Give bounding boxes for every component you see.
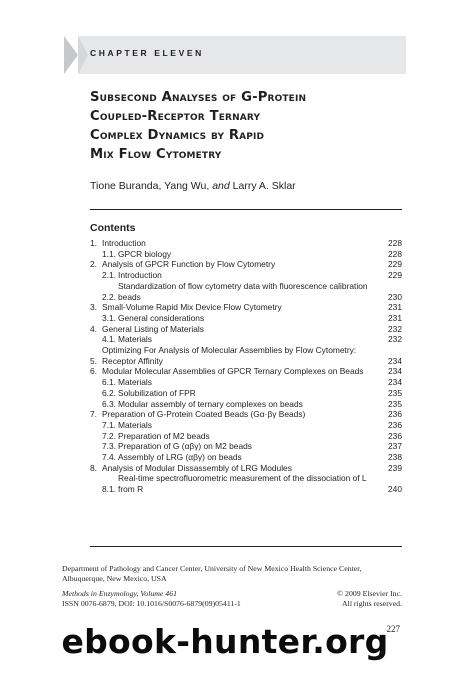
toc-entry-number: 6.1. <box>102 377 116 388</box>
toc-entry <box>90 259 402 270</box>
toc-entry <box>90 388 402 399</box>
publication-meta <box>62 589 402 608</box>
toc-entry-page: 231 <box>388 302 402 313</box>
toc-entry <box>90 409 402 420</box>
copyright: © 2009 Elsevier Inc. <box>337 589 402 598</box>
toc-entry-page: 236 <box>388 409 402 420</box>
toc-entry-page: 237 <box>388 441 402 452</box>
author-names: Tione Buranda, Yang Wu, <box>90 180 213 192</box>
toc-entry-title: Analysis of GPCR Function by Flow Cytometry <box>102 259 276 270</box>
toc-entry-number: 2. <box>90 259 97 270</box>
toc-entry-page: 229 <box>388 270 402 281</box>
author-last: Larry A. Sklar <box>229 180 296 192</box>
toc-entry-title: Modular assembly of ternary complexes on beads <box>118 398 303 409</box>
toc-entry-title: Introduction <box>102 238 146 248</box>
toc-entry-number: 6. <box>90 366 97 377</box>
toc-entry-page: 234 <box>388 366 402 377</box>
journal-name: Methods in Enzymology, Volume 461 <box>62 589 177 598</box>
chapter-label: CHAPTER ELEVEN <box>90 48 204 58</box>
toc-entry-number: 1.1. <box>102 248 116 259</box>
toc-entry <box>90 399 402 410</box>
toc-entry-number: 7.4. <box>102 452 116 463</box>
toc-entry-number: 4. <box>90 323 97 334</box>
toc-entry-page: 232 <box>388 334 402 345</box>
title-line: Coupled-Receptor Ternary <box>90 109 261 124</box>
toc-entry-title: Materials <box>118 377 152 388</box>
toc-entry-title: Assembly of LRG (αβγ) on beads <box>118 452 242 463</box>
toc-entry <box>90 473 402 494</box>
toc-entry-number: 8. <box>90 462 97 473</box>
toc-entry <box>90 420 402 431</box>
toc-entry-number: 4.1. <box>102 334 116 345</box>
toc-entry-title: Materials <box>118 334 152 345</box>
rights: All rights reserved. <box>342 598 402 608</box>
toc-entry-title: Preparation of M2 beads <box>118 430 210 441</box>
toc-entry-page: 235 <box>388 398 402 409</box>
issn-doi: ISSN 0076-6879, DOI: 10.1016/S0076-6879(09)05411-1 <box>62 598 241 608</box>
toc-entry-number: 7.1. <box>102 419 116 430</box>
toc-entry-number: 7.2. <box>102 430 116 441</box>
toc-entry-number: 7. <box>90 409 97 420</box>
toc-entry-title: Materials <box>118 419 152 430</box>
toc-entry-page: 240 <box>388 484 402 495</box>
toc-entry-number: 6.3. <box>102 398 116 409</box>
toc-entry-title: Preparation of G-Protein Coated Beads (Gα·βγ Beads) <box>102 409 306 420</box>
toc-entry-number: 1. <box>90 238 97 248</box>
toc-entry-page: 234 <box>388 355 402 366</box>
toc-entry-number: 7.3. <box>102 441 116 452</box>
chapter-title <box>90 88 410 164</box>
author-list <box>90 180 296 192</box>
toc-entry <box>90 249 402 260</box>
divider-top <box>90 209 402 210</box>
toc-entry <box>90 238 402 249</box>
toc-entry-number: 2.1. <box>102 270 116 281</box>
chapter-band <box>64 36 406 74</box>
toc-entry-page: 236 <box>388 419 402 430</box>
toc-entry-page: 231 <box>388 312 402 323</box>
toc-entry <box>90 270 402 281</box>
toc-entry-page: 228 <box>388 248 402 259</box>
toc-entry-page: 238 <box>388 452 402 463</box>
toc-entry <box>90 313 402 324</box>
watermark-logo: ebook-hunter.org <box>61 622 389 661</box>
toc-entry-number: 6.2. <box>102 387 116 398</box>
toc-entry-page: 230 <box>388 291 402 302</box>
divider-bottom <box>90 546 402 547</box>
toc-entry-title: Introduction <box>118 270 162 281</box>
toc-entry-number: 2.2. <box>102 291 116 302</box>
toc-entry <box>90 345 402 366</box>
toc-entry-title: Analysis of Modular Dissassembly of LRG Modules <box>102 462 292 473</box>
toc-entry <box>90 324 402 335</box>
toc-entry <box>90 463 402 474</box>
toc-entry-title: Modular Molecular Assemblies of GPCR Ternary Complexes on Beads <box>102 366 364 377</box>
toc-entry-title: Preparation of G (αβγ) on M2 beads <box>118 441 252 452</box>
title-line: Complex Dynamics by Rapid <box>90 128 265 143</box>
toc-entry-page: 229 <box>388 259 402 270</box>
toc-entry-title: General considerations <box>118 312 205 323</box>
toc-entry-number: 3. <box>90 302 97 313</box>
toc-entry-page: 235 <box>388 387 402 398</box>
toc-entry-page: 234 <box>388 377 402 388</box>
title-line: Subsecond Analyses of G-Protein <box>90 90 307 105</box>
toc-entry-title: GPCR biology <box>118 248 172 259</box>
toc-entry-number: 3.1. <box>102 312 116 323</box>
toc-entry <box>90 441 402 452</box>
toc-entry-title: Standardization of flow cytometry data with fluorescence calibration beads <box>118 280 368 302</box>
toc-entry <box>90 452 402 463</box>
toc-entry-title: General Listing of Materials <box>102 323 204 334</box>
toc-entry <box>90 334 402 345</box>
title-line: Mix Flow Cytometry <box>90 147 222 162</box>
author-conjunction: and <box>212 180 230 192</box>
toc-entry-page: 232 <box>388 323 402 334</box>
toc-entry-title: Optimizing For Analysis of Molecular Assemblies by Flow Cytometry: Receptor Affinity <box>102 345 357 366</box>
toc-entry <box>90 302 402 313</box>
affiliation: Department of Pathology and Cancer Center, University of New Mexico Health Science Center, Albuquerque, New Mexico, USA <box>62 564 362 583</box>
toc-entry-page: 228 <box>388 238 402 248</box>
toc-entry-page: 236 <box>388 430 402 441</box>
toc-entry-number: 8.1. <box>102 484 116 495</box>
toc-entry-title: Real-time spectrofluorometric measurement of the dissociation of L from R <box>118 473 367 495</box>
toc-entry-title: Solubilization of FPR <box>118 387 196 398</box>
toc-entry <box>90 377 402 388</box>
toc-entry <box>90 431 402 442</box>
page-number: 227 <box>386 624 400 634</box>
toc-entry <box>90 281 402 302</box>
table-of-contents <box>90 238 402 495</box>
toc-entry-number: 5. <box>90 355 97 366</box>
toc-entry-title: Small-Volume Rapid Mix Device Flow Cytometry <box>102 302 282 313</box>
toc-entry <box>90 366 402 377</box>
contents-heading: Contents <box>90 222 136 234</box>
toc-entry-page: 239 <box>388 462 402 473</box>
